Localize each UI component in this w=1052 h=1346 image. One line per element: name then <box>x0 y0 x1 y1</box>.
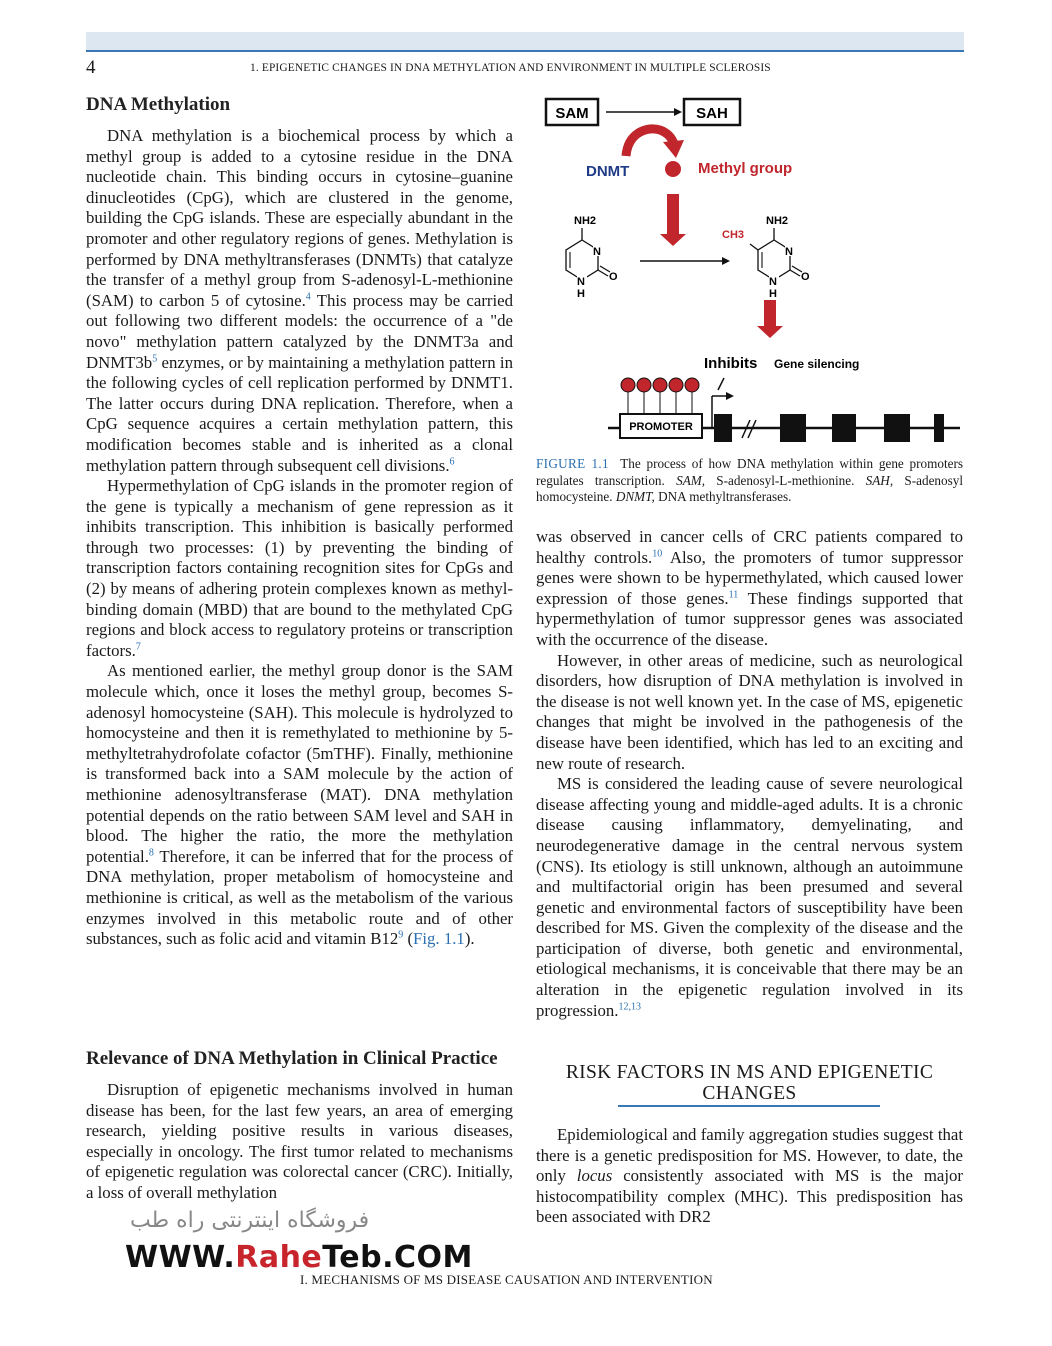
watermark-persian: فروشگاه اینترنتی راه طب <box>130 1208 370 1233</box>
down-arrow-icon <box>757 326 783 338</box>
paragraph: DNA methylation is a biochemical process by which a methyl group is added to a cytosine residue in the DNA nucleotide chain. This binding occurs in cytosine–guanine dinucleotides (CpG), which are clustered in the genome, building the CpG islands. These are especially abundant in the promoter and other regulatory regions of genes. Methylation is performed by DNA methyltransferases (DNMTs) that catalyze the transfer of a methyl group from S-adenosyl-L-methionine (SAM) to carbon 5 of cytosine.$^4$ This process may be carried out following two different models: the occurrence of a "de novo" methylation pattern catalyzed by the DNMT3a and $DNMT3b^5$ enzymes, or by maintaining a methylation pattern in the following cycles of cell replication performed by DNMT1. The latter occurs during DNA replication. Therefore, when a CpG sequence acquires a certain methylation pattern, this modification becomes stable and is inherited as a clonal methylation pattern through subsequent cell divisions.$^6$ <box>86 126 513 475</box>
dnmt-label: DNMT <box>586 163 630 180</box>
right-column <box>536 527 963 1021</box>
sam-label: SAM <box>555 105 589 122</box>
left-column-top <box>86 94 513 950</box>
svg-text:N: N <box>769 276 777 288</box>
sah-label: SAH <box>696 105 728 122</box>
header-rule <box>86 50 964 52</box>
right-section-heading <box>536 1062 963 1104</box>
page-footer: I. MECHANISMS OF MS DISEASE CAUSATION AND INTERVENTION <box>300 1272 713 1287</box>
gene-silencing-label: Gene silencing <box>774 357 860 371</box>
svg-text:O: O <box>609 271 618 283</box>
heading-rule <box>618 1105 880 1107</box>
inhibits-label: Inhibits <box>704 355 758 372</box>
left-column-bottom <box>86 1048 513 1204</box>
down-arrow-icon <box>660 234 686 246</box>
figure-reference-link[interactable]: Fig. 1.1 <box>413 929 465 949</box>
cytosine-left <box>566 215 618 300</box>
methyl-lollipops <box>621 378 699 414</box>
svg-text:CH3: CH3 <box>722 229 745 241</box>
figure-caption: FIGURE 1.1 The process of how DNA methylation within gene promoters regulates transcription. SAM, S-adenosyl-L-methionine. SAH, S-adenosyl homocysteine. DNMT, DNA methyltransferases. <box>536 456 964 505</box>
paragraph: As mentioned earlier, the methyl group donor is the SAM molecule which, once it loses the methyl group, becomes S-adenosyl homocysteine (SAH). This molecule is hydrolyzed to homocysteine and then it is remethylated to methionine by 5-methyltetrahydrofolate cofactor (5mTHF). Finally, methionine is transformed back into a SAM molecule by the action of methionine adenosyltransferase (MAT). DNA methylation potential depends on the ratio between SAM level and SAH in blood. The higher the ratio, the more the methylation potential.$^8$ Therefore, it can be inferred that for the process of DNA methylation, proper metabolism of homocysteine and methionine is critical, as well as the metabolism of the various enzymes involved in this metabolic route and of other substances, such as folic acid and vitamin $B12^9$ (Fig. 1.1). <box>86 661 513 949</box>
promoter-label: PROMOTER <box>629 421 693 433</box>
paragraph: Epidemiological and family aggregation studies suggest that there is a genetic predisposition for MS. However, to date, the only locus consistently associated with MS is the major histocompatibility complex (MHC). This predisposition has been associated with DR2 <box>536 1125 963 1227</box>
svg-text:O: O <box>801 271 810 283</box>
watermark-url: WWW.RaheTeb.COM <box>125 1240 473 1275</box>
svg-text:N: N <box>785 246 793 258</box>
page-number: 4 <box>86 57 96 78</box>
paragraph: Hypermethylation of CpG islands in the promoter region of the gene is typically a mechanism of gene repression as it inhibits transcription. This inhibition is basically performed through two processes: (1) by preventing the binding of transcription factors containing recognition sites for CpGs and (2) by means of adhering protein complexes known as methyl-binding domain (MBD) that are bound to the methylated CpG regions and block access to regulatory proteins or transcription factors.$^7$ <box>86 476 513 660</box>
section-heading-clinical-practice: Relevance of DNA Methylation in Clinical Practice <box>86 1048 498 1069</box>
svg-text:H: H <box>577 288 585 300</box>
methyl-dot <box>665 161 681 177</box>
svg-text:N: N <box>593 246 601 258</box>
svg-text:NH2: NH2 <box>766 215 789 227</box>
header-band <box>86 32 964 50</box>
figure-label: FIGURE 1.1 <box>536 456 609 471</box>
paragraph: Disruption of epigenetic mechanisms involved in human disease has been, for the last few years, an area of emerging research, yielding positive results in various diseases, especially in oncology. The first tumor related to mechanisms of epigenetic regulation was colorectal cancer (CRC). Initially, a loss of overall methylation <box>86 1080 513 1202</box>
cytosine-right <box>722 215 810 300</box>
right-column-bottom <box>536 1125 963 1228</box>
running-head: 1. EPIGENETIC CHANGES IN DNA METHYLATION AND ENVIRONMENT IN MULTIPLE SCLEROSIS <box>250 62 771 74</box>
figure-1-1 <box>536 94 963 450</box>
svg-text:N: N <box>577 276 585 288</box>
paragraph: was observed in cancer cells of CRC patients compared to healthy controls.$^{10}$ Also, the promoters of tumor suppressor genes were shown to be hypermethylated, which caused lower expression of those genes.$^{11}$ These findings supported that hypermethylation of tumor suppressor genes was associated with the occurrence of the disease. <box>536 527 964 649</box>
svg-text:NH2: NH2 <box>574 215 597 227</box>
risk-factors-heading: RISK FACTORS IN MS AND EPIGENETIC CHANGES <box>565 1062 934 1104</box>
paragraph: MS is considered the leading cause of severe neurological disease affecting young and middle-aged adults. It is a chronic disease causing inflammatory, demyelinating, and neurodegenerative damage in the central nervous system (CNS). Its etiology is still unknown, although an autoimmune and multifactorial origin has been presumed and several genetic and environmental factors of susceptibility have been described for MS. Given the complexity of the disease and the participation of diverse, both genetic and environmental, etiological mechanisms, it is conceivable that there may be an alteration in the epigenetic regulation involved in its progression.$^{12,13}$ <box>536 774 963 1020</box>
methyl-group-label: Methyl group <box>698 160 793 177</box>
paragraph: However, in other areas of medicine, such as neurological disorders, how disruption of DNA methylation is involved in the disease is not well known yet. In the case of MS, epigenetic changes that might be involved in the pathogenesis of the disease have been identified, which has led to an exciting and new route of research. <box>536 650 963 773</box>
section-heading-dna-methylation: DNA Methylation <box>86 94 231 115</box>
svg-text:H: H <box>769 288 777 300</box>
